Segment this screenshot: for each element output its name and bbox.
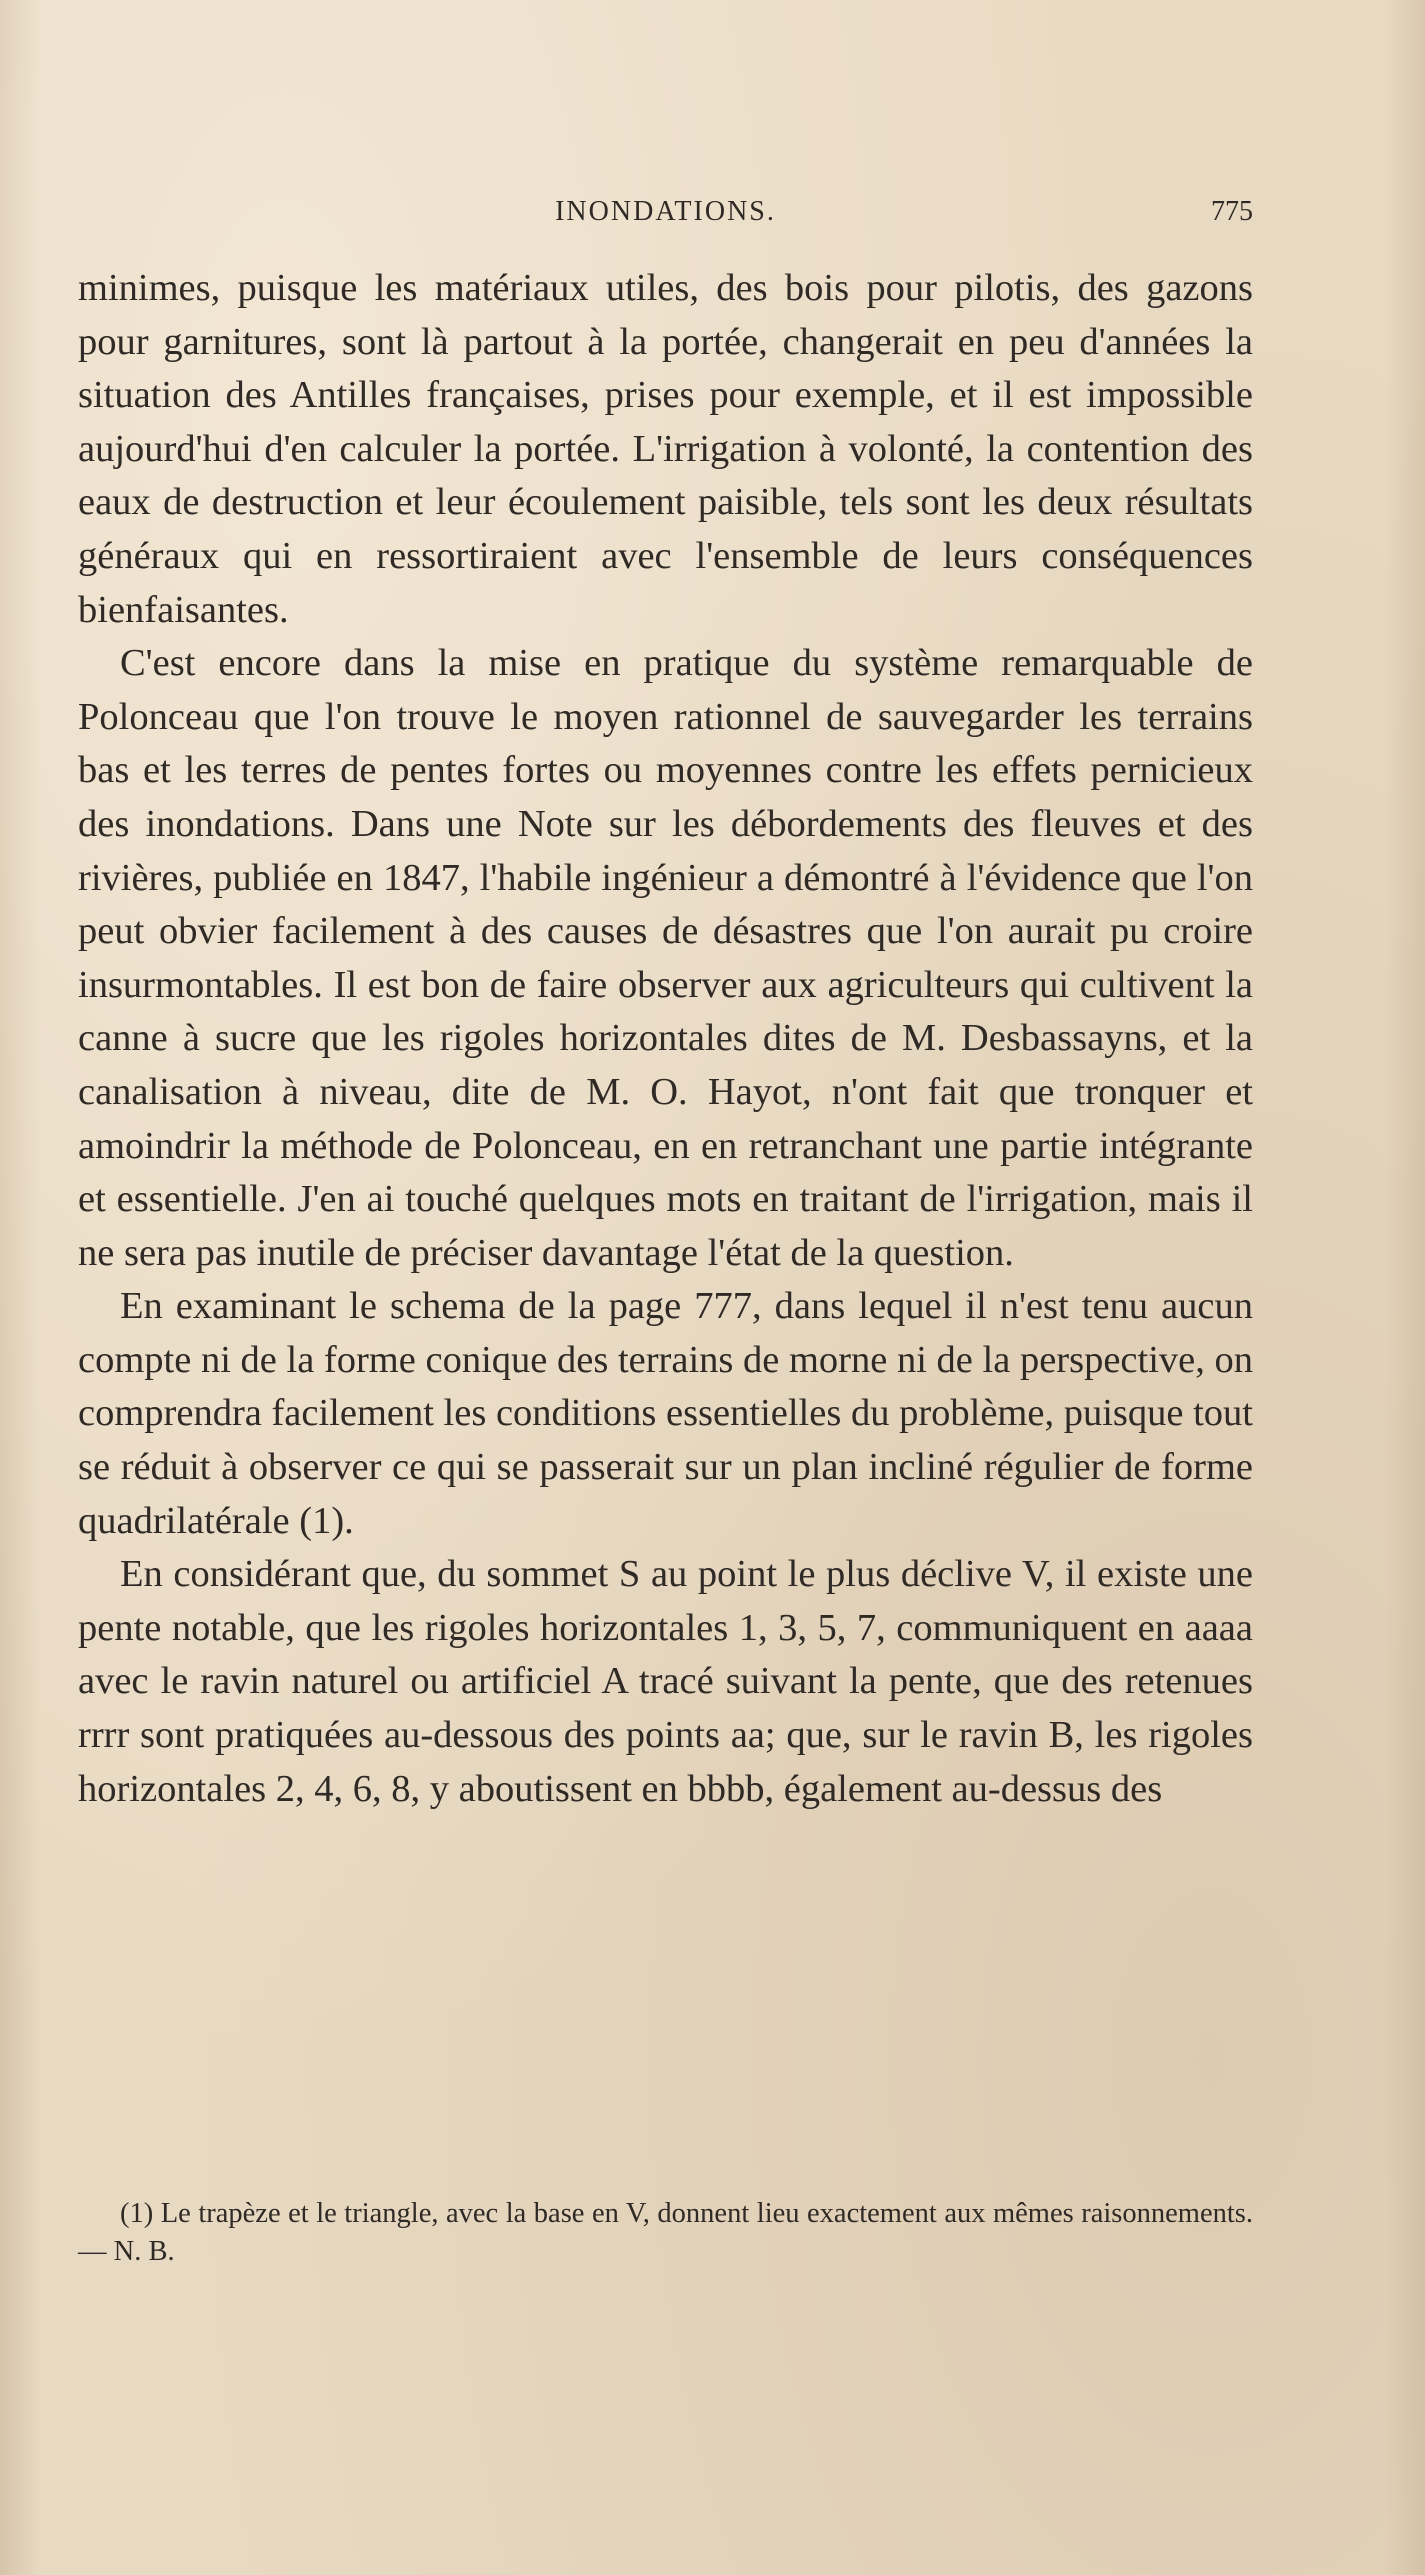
- page-number: 775: [1211, 196, 1253, 227]
- paragraph: En considérant que, du sommet S au point le plus déclive V, il existe une pente notable, que les rigoles horizontales 1, 3, 5, 7, communiquent en aaaa avec le ravin naturel ou artificiel A tracé suivant la pente, que des retenues rrrr sont pratiquées au-dessous des points aa; que, sur le ravin B, les rigoles horizontales 2, 4, 6, 8, y aboutissent en bbbb, également au-dessus des: [78, 1553, 1253, 1810]
- page-header: [78, 196, 1253, 236]
- body-text: [78, 262, 1253, 1816]
- paragraph: C'est encore dans la mise en pratique du système remarquable de Polonceau que l'on trouve le moyen rationnel de sauvegarder les terrains bas et les terres de pentes fortes ou moyennes contre les effets pernicieux des inondations. Dans une Note sur les débordements des fleuves et des rivières, publiée en 1847, l'habile ingénieur a démontré à l'évidence que l'on peut obvier facilement à des causes de désastres que l'on aurait pu croire insurmontables. Il est bon de faire observer aux agriculteurs qui cultivent la canne à sucre que les rigoles horizontales dites de M. Desbassayns, et la canalisation à niveau, dite de M. O. Hayot, n'ont fait que tronquer et amoindrir la méthode de Polonceau, en en retranchant une partie intégrante et essentielle. J'en ai touché quelques mots en traitant de l'irrigation, mais il ne sera pas inutile de préciser davantage l'état de la question.: [78, 642, 1253, 1274]
- footnote: (1) Le trapèze et le triangle, avec la base en V, donnent lieu exactement aux mêmes raisonnements. — N. B.: [78, 2198, 1253, 2267]
- running-title: INONDATIONS.: [555, 196, 776, 227]
- paragraph: minimes, puisque les matériaux utiles, des bois pour pilotis, des gazons pour garnitures, sont là partout à la portée, changerait en peu d'années la situation des Antilles françaises, prises pour exemple, et il est impossible aujourd'hui d'en calculer la portée. L'irrigation à volonté, la contention des eaux de destruction et leur écoulement paisible, tels sont les deux résultats généraux qui en ressortiraient avec l'ensemble de leurs conséquences bienfaisantes.: [78, 267, 1253, 631]
- paragraph: En examinant le schema de la page 777, dans lequel il n'est tenu aucun compte ni de la forme conique des terrains de morne ni de la perspective, on comprendra facilement les conditions essentielles du problème, puisque tout se réduit à observer ce qui se passerait sur un plan incliné régulier de forme quadrilatérale (1).: [78, 1285, 1254, 1542]
